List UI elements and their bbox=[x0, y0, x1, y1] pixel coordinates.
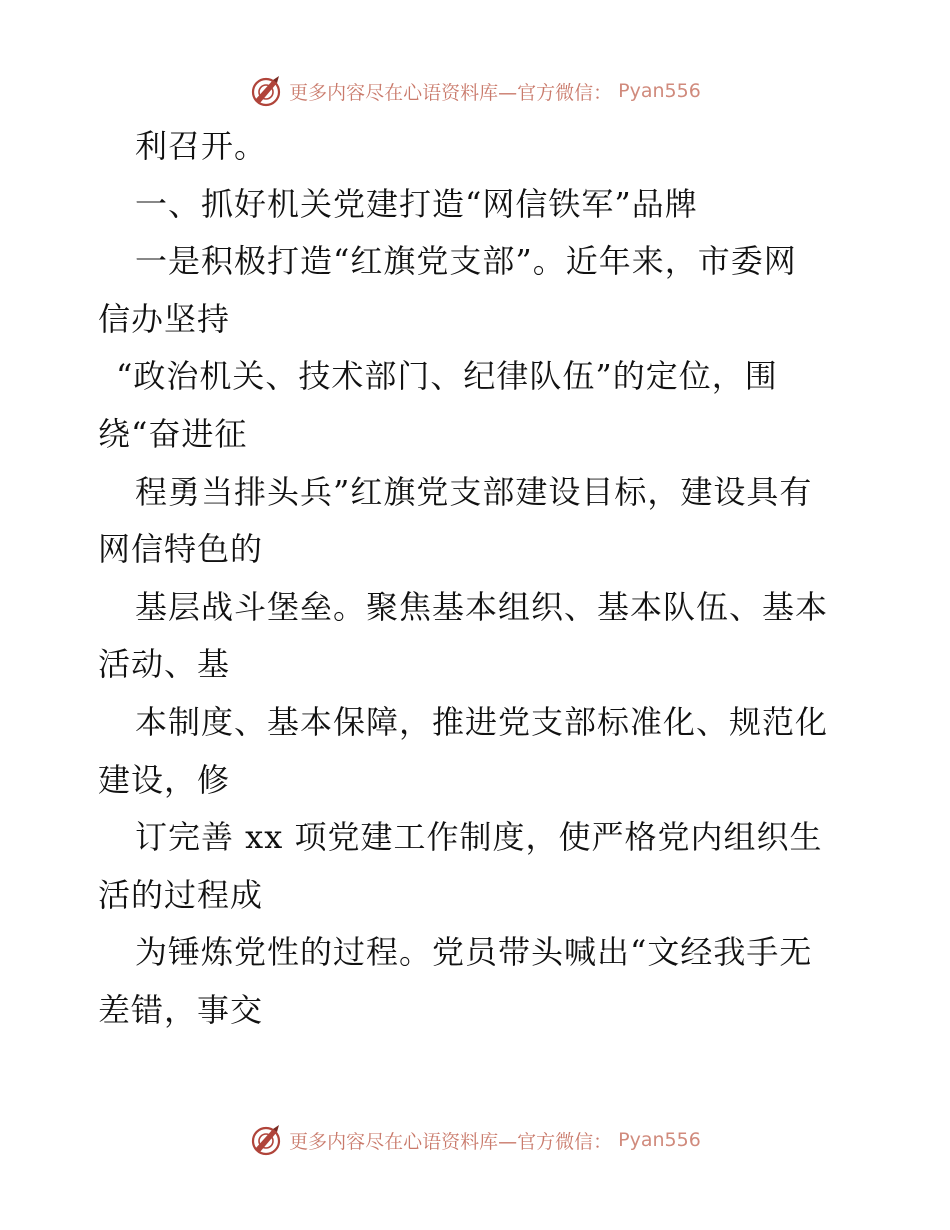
text-line: 网信特色的 bbox=[98, 530, 264, 569]
header-watermark bbox=[0, 71, 950, 111]
text-line: 订完善 xx 项党建工作制度，使严格党内组织生 bbox=[135, 818, 823, 857]
text-line: 本制度、基本保障，推进党支部标准化、规范化 bbox=[135, 702, 829, 741]
text-line: 利召开。 bbox=[135, 127, 268, 165]
text-line: 绕“奋进征 bbox=[98, 414, 248, 453]
text-line: 差错，事交 bbox=[98, 990, 264, 1029]
watermark-wechat-id: Pyan556 bbox=[618, 1129, 701, 1151]
document-body bbox=[98, 118, 858, 1040]
watermark-wechat-id: Pyan556 bbox=[618, 80, 701, 102]
text-line: “政治机关、技术部门、纪律队伍”的定位，围 bbox=[116, 357, 778, 396]
text-line: 程勇当排头兵”红旗党支部建设目标，建设具有 bbox=[135, 472, 813, 511]
watermark-text: 更多内容尽在心语资料库—官方微信： bbox=[289, 1130, 613, 1153]
footer-watermark bbox=[0, 1120, 950, 1160]
text-line: 为锤炼党性的过程。党员带头喊出“文经我手无 bbox=[135, 933, 813, 972]
text-line: 基层战斗堡垒。聚焦基本组织、基本队伍、基本 bbox=[135, 587, 829, 626]
section-heading: 一、抓好机关党建打造“网信铁军”品牌 bbox=[135, 184, 698, 223]
text-line: 信办坚持 bbox=[98, 299, 231, 338]
text-line: 活的过程成 bbox=[98, 875, 264, 914]
brush-logo-icon bbox=[249, 1123, 283, 1157]
watermark-text: 更多内容尽在心语资料库—官方微信： bbox=[289, 81, 613, 104]
brush-logo-icon bbox=[249, 74, 283, 108]
text-line: 一是积极打造“红旗党支部”。近年来，市委网 bbox=[135, 242, 797, 281]
text-line: 建设，修 bbox=[98, 760, 231, 799]
text-line: 活动、基 bbox=[98, 645, 231, 684]
